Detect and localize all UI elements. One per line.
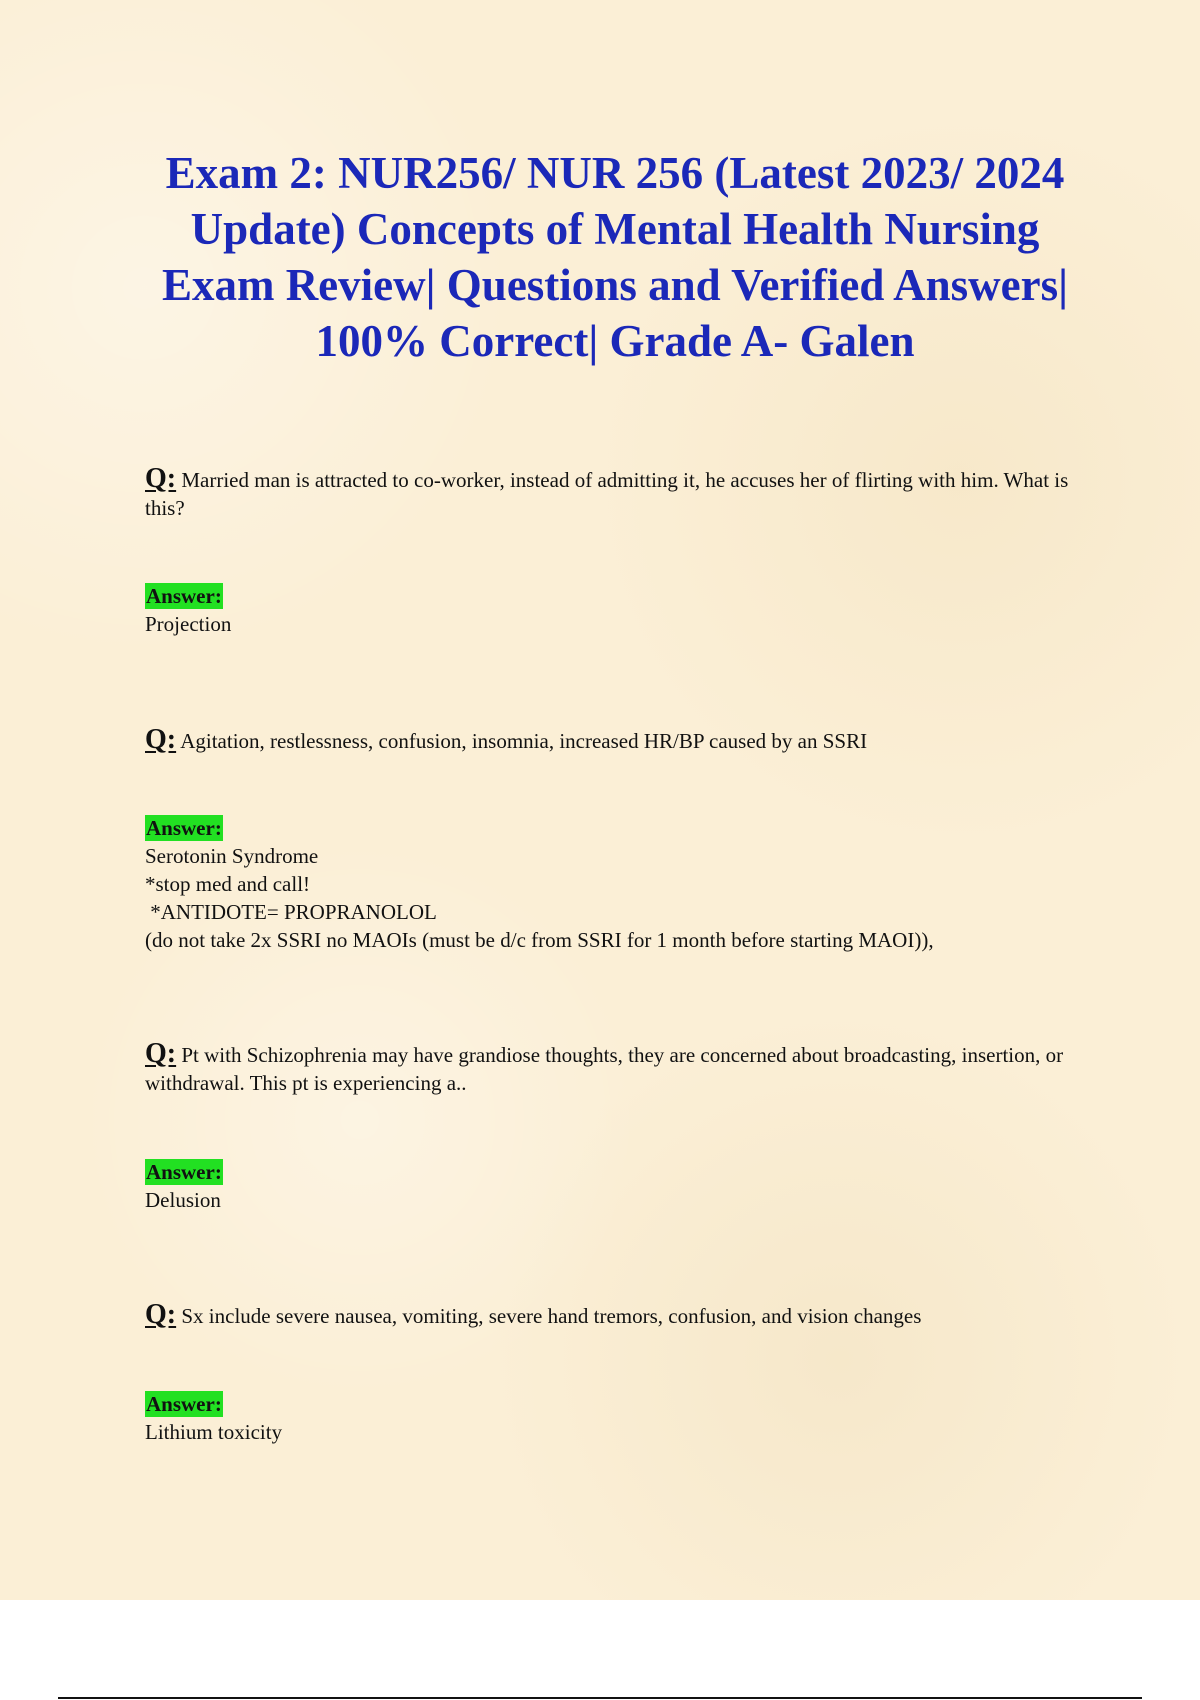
answer-text: (do not take 2x SSRI no MAOIs (must be d/c from SSRI for 1 month before starting MAOI)), — [145, 928, 934, 952]
answer-1 — [145, 582, 1095, 638]
answer-4 — [145, 1390, 1095, 1446]
answer-label: Answer: — [146, 1160, 222, 1184]
answer-text: *stop med and call! — [145, 872, 311, 896]
answer-label: Answer: — [146, 584, 222, 608]
question-text: Sx include severe nausea, vomiting, severe hand tremors, confusion, and vision changes — [181, 1304, 922, 1328]
question-marker: Q: — [145, 1299, 177, 1330]
question-marker: Q: — [145, 463, 177, 494]
question-text: Pt with Schizophrenia may have grandiose thoughts, they are concerned about broadcasting, insertion, or withdrawal. This pt is experiencing a.. — [145, 1043, 1064, 1095]
question-4 — [145, 1301, 1095, 1330]
answer-text: Serotonin Syndrome — [145, 844, 319, 868]
question-text: Agitation, restlessness, confusion, insomnia, increased HR/BP caused by an SSRI — [180, 729, 868, 753]
answer-text: Delusion — [145, 1188, 221, 1212]
question-marker: Q: — [145, 1038, 177, 1069]
question-2 — [145, 726, 1095, 755]
question-marker: Q: — [145, 724, 177, 755]
answer-label: Answer: — [146, 1392, 222, 1416]
answer-text: Lithium toxicity — [145, 1420, 283, 1444]
question-text: Married man is attracted to co-worker, instead of admitting it, he accuses her of flirting with him. What is this? — [145, 468, 1069, 520]
document-title: Exam 2: NUR256/ NUR 256 (Latest 2023/ 2024 Update) Concepts of Mental Health Nursing Exam Review| Questions and Verified Answers| 100% Correct| Grade A- Galen — [161, 148, 1069, 366]
footer-divider — [58, 1697, 1142, 1699]
question-3 — [145, 1040, 1095, 1097]
answer-text: *ANTIDOTE= PROPRANOLOL — [145, 900, 437, 924]
answer-3 — [145, 1158, 1095, 1214]
answer-2 — [145, 814, 1095, 954]
answer-label: Answer: — [146, 816, 222, 840]
answer-text: Projection — [145, 612, 232, 636]
question-1 — [145, 465, 1095, 522]
